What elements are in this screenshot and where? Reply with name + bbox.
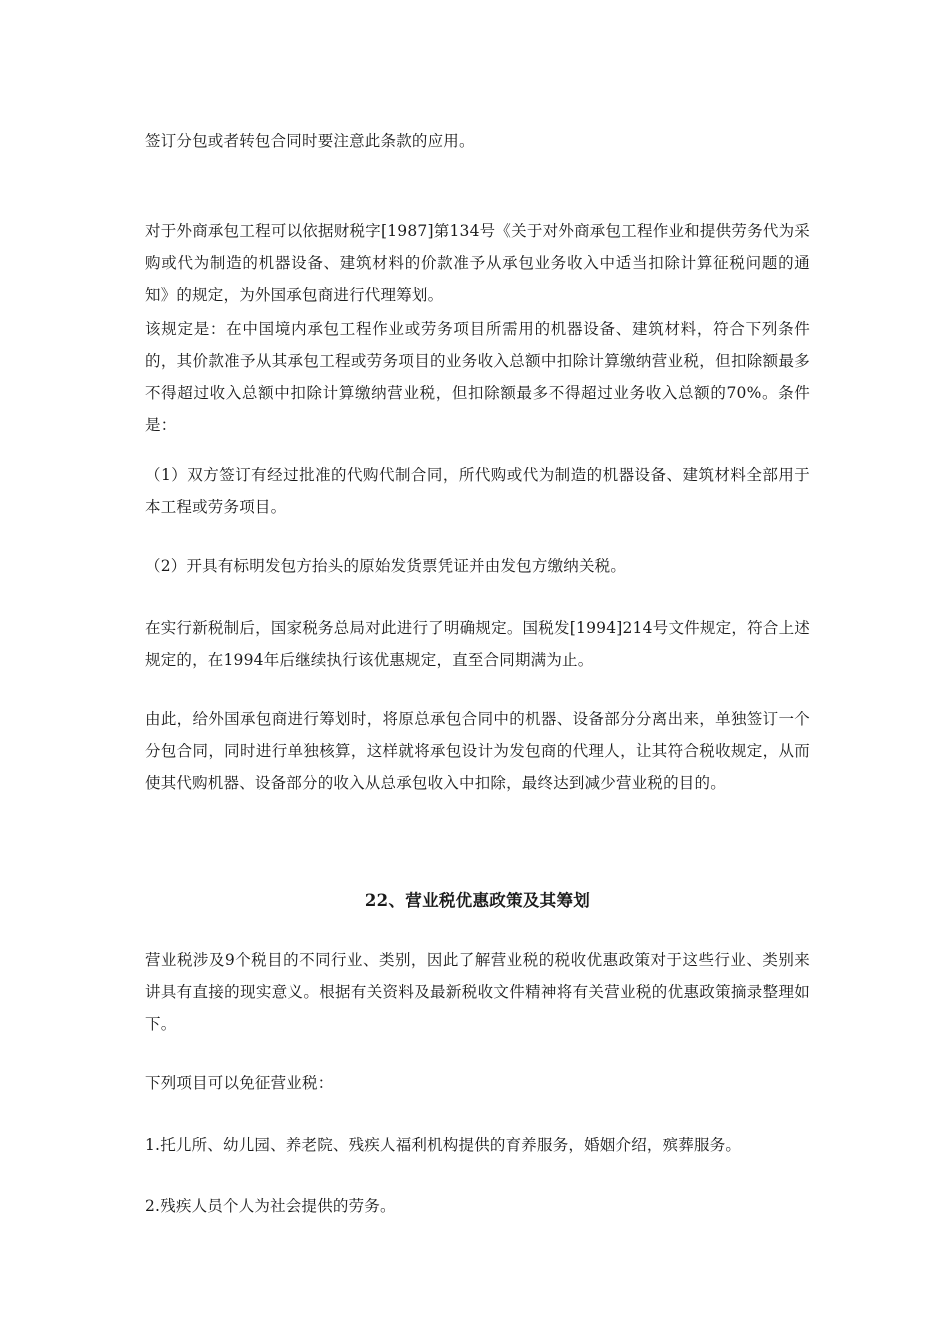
- list-item-exemption-1: 1.托儿所、幼儿园、养老院、残疾人福利机构提供的育养服务，婚姻介绍，殡葬服务。: [145, 1136, 742, 1154]
- paragraph-foreign-contractor-basis: 对于外商承包工程可以依据财税字[1987]第134号《关于对外商承包工程作业和提供劳务代为采购或代为制造的机器设备、建筑材料的价款准予从承包业务收入中适当扣除计算征税问题的通知》的规定，为外国承包商进行代理筹划。: [145, 222, 810, 304]
- paragraph-subcontract-note: 签订分包或者转包合同时要注意此条款的应用。: [145, 132, 475, 150]
- list-item-exemption-2: 2.残疾人员个人为社会提供的劳务。: [145, 1197, 396, 1215]
- paragraph-condition-2: （2）开具有标明发包方抬头的原始发货票凭证并由发包方缴纳关税。: [145, 557, 627, 575]
- section-heading: 22、营业税优惠政策及其筹划: [364, 891, 591, 910]
- paragraph-new-tax-system: 在实行新税制后，国家税务总局对此进行了明确规定。国税发[1994]214号文件规定，符合上述规定的，在1994年后继续执行该优惠规定，直至合同期满为止。: [145, 619, 810, 669]
- paragraph-condition-1: （1）双方签订有经过批准的代购代制合同，所代购或代为制造的机器设备、建筑材料全部用于本工程或劳务项目。: [145, 466, 810, 516]
- paragraph-planning-conclusion: 由此，给外国承包商进行筹划时，将原总承包合同中的机器、设备部分分离出来，单独签订一个分包合同，同时进行单独核算，这样就将承包设计为发包商的代理人，让其符合税收规定，从而使其代购机器、设备部分的收入从总承包收入中扣除，最终达到减少营业税的目的。: [145, 710, 810, 792]
- paragraph-business-tax-intro: 营业税涉及9个税目的不同行业、类别，因此了解营业税的税收优惠政策对于这些行业、类别来讲具有直接的现实意义。根据有关资料及最新税收文件精神将有关营业税的优惠政策摘录整理如下。: [145, 951, 810, 1033]
- paragraph-regulation-content: 该规定是：在中国境内承包工程作业或劳务项目所需用的机器设备、建筑材料，符合下列条件的，其价款准予从其承包工程或劳务项目的业务收入总额中扣除计算缴纳营业税，但扣除额最多不得超过收入总额中扣除计算缴纳营业税，但扣除额最多不得超过业务收入总额的70%。条件是：: [145, 320, 810, 434]
- paragraph-exemption-lead: 下列项目可以免征营业税：: [145, 1074, 334, 1092]
